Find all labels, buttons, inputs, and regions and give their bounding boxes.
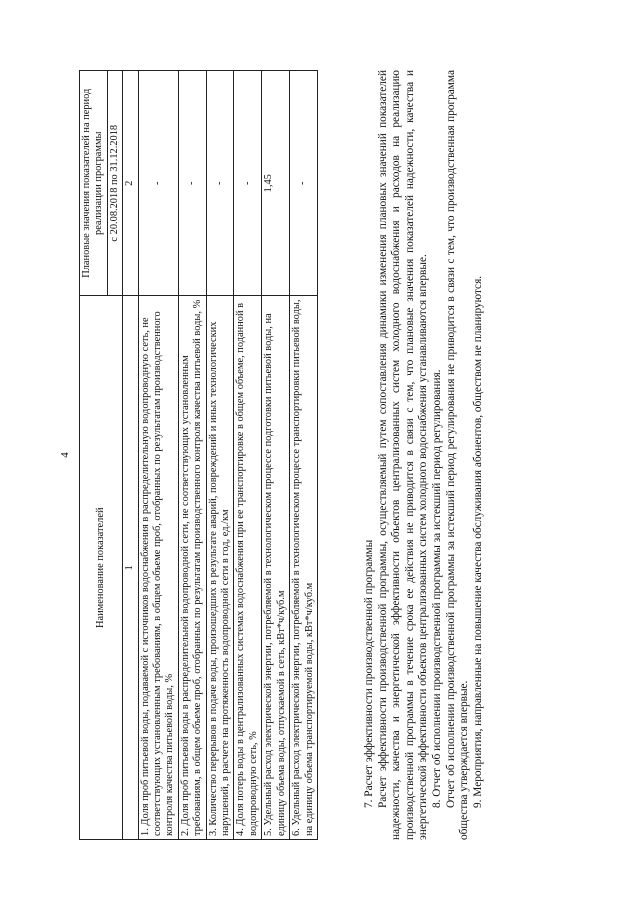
header-indicator-name: Наименование показателей xyxy=(80,296,123,840)
section-8-body: Отчет об исполнении производственной программы за истекший период регулирования не приводится в связи с тем, что производственная программа общества утверждается впервые. xyxy=(444,70,471,840)
indicator-value: 1,45 xyxy=(262,71,290,296)
indicator-name: 3. Количество перерывов в подаче воды, произошедших в результате аварий, повреждений и иных технологических нарушений, в расчете на протяженность водопроводной сети в год, ед./км xyxy=(206,296,234,840)
table-row xyxy=(138,71,178,840)
table-row xyxy=(290,71,318,840)
indicator-value: - xyxy=(290,71,318,296)
section-7-heading: 7. Расчет эффективности производственной программы xyxy=(363,539,375,808)
header-planned-values: Плановые значения показателей на период реализации программы xyxy=(80,71,108,296)
body-text xyxy=(363,70,485,840)
rotated-page xyxy=(57,70,577,840)
table-row xyxy=(206,71,234,840)
section-8-heading: 8. Отчет об исполнении производственной программы за истекший период регулирования. xyxy=(430,369,443,808)
column-number: 2 xyxy=(123,71,138,296)
indicator-value: - xyxy=(234,71,262,296)
indicator-name: 4. Доля потерь воды в централизованных системах водоснабжения при ее транспортировке в общем объеме, поданной в водопроводную сеть, % xyxy=(234,296,262,840)
indicator-value: - xyxy=(178,71,206,296)
table-row xyxy=(262,71,290,840)
indicator-name: 1. Доля проб питьевой воды, подаваемой с источников водоснабжения в распределительную водопроводную сеть, не соответствующих установленным требованиям, в общем объеме проб, отобранных по результатам производственного контроля качества питьевой воды, % xyxy=(138,296,178,840)
section-7-body: Расчет эффективности производственной программы, осуществляемый путем сопоставления динамики изменения плановых значений показателей надежности, качества и энергетической эффективности объектов централизованных систем холодного водоснабжения и расходов на реализацию производственной программы в течение срока ее действия не приводится в связи с тем, что плановые значения показателей надежности, качества и энергетической эффективности объектов централизованных систем холодного водоснабжения устанавливаются впервые. xyxy=(376,70,430,840)
indicator-name: 5. Удельный расход электрической энергии, потребляемой в технологическом процессе подготовки питьевой воды, на единицу объема воды, отпускаемой в сеть, кВт*ч/куб.м xyxy=(262,296,290,840)
table-numbering-row xyxy=(123,71,138,840)
header-period: с 20.08.2018 по 31.12.2018 xyxy=(107,71,122,296)
section-9-heading: 9. Мероприятия, направленные на повышение качества обслуживания абонентов, обществом не планируются. xyxy=(471,275,484,808)
table-row xyxy=(178,71,206,840)
indicator-name: 2. Доля проб питьевой воды в распределительной водопроводной сети, не соответствующих установленным требованиям, в общем объеме проб, отобранных по результатам производственного контроля качества питьевой воды, % xyxy=(178,296,206,840)
column-number: 1 xyxy=(123,296,138,840)
indicator-value: - xyxy=(138,71,178,296)
indicator-value: - xyxy=(206,71,234,296)
page-number: 4 xyxy=(59,452,71,458)
table-row xyxy=(234,71,262,840)
indicators-table xyxy=(79,70,318,840)
indicator-name: 6. Удельный расход электрической энергии, потребляемой в технологическом процессе транспортировки питьевой воды, на единицу объема транспортируемой воды, кВт*ч/куб.м xyxy=(290,296,318,840)
